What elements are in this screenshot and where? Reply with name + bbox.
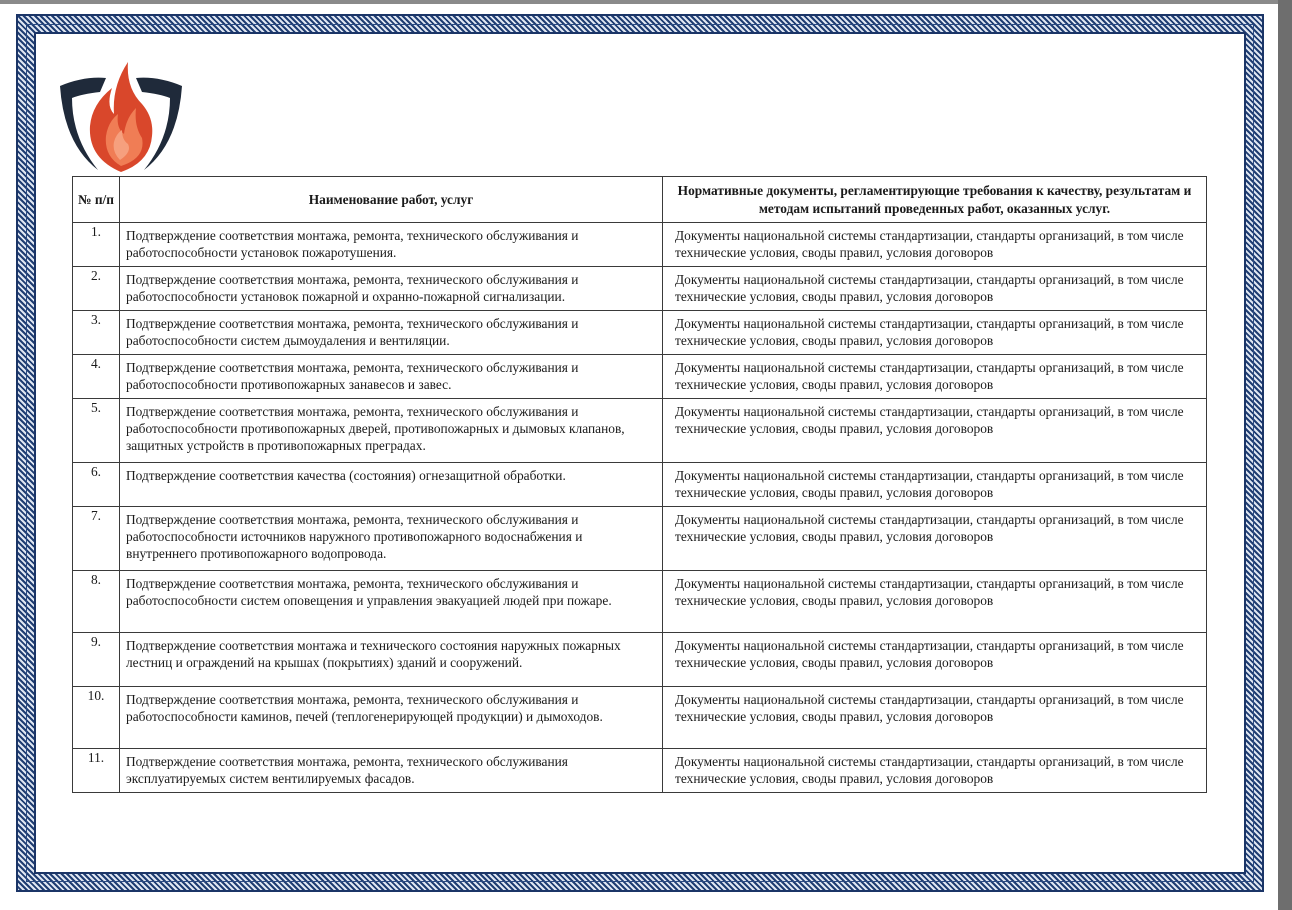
normative-docs: Документы национальной системы стандартизации, стандарты организаций, в том числе технические условия, своды правил, условия договоров <box>663 355 1207 399</box>
table-row <box>73 267 1207 311</box>
header-normative-docs: Нормативные документы, регламентирующие требования к качеству, результатам и методам испытаний проведенных работ, оказанных услуг. <box>663 177 1207 223</box>
table-row <box>73 571 1207 633</box>
normative-docs: Документы национальной системы стандартизации, стандарты организаций, в том числе технические условия, своды правил, условия договоров <box>663 463 1207 507</box>
row-number: 5. <box>73 399 120 463</box>
row-number: 6. <box>73 463 120 507</box>
table-row <box>73 355 1207 399</box>
normative-docs: Документы национальной системы стандартизации, стандарты организаций, в том числе технические условия, своды правил, условия договоров <box>663 399 1207 463</box>
header-number: № п/п <box>73 177 120 223</box>
row-number: 3. <box>73 311 120 355</box>
service-name: Подтверждение соответствия монтажа, ремонта, технического обслуживания эксплуатируемых систем вентилируемых фасадов. <box>120 749 663 793</box>
service-name: Подтверждение соответствия монтажа, ремонта, технического обслуживания и работоспособности источников наружного противопожарного водоснабжения и внутреннего противопожарного водопровода. <box>120 507 663 571</box>
normative-docs: Документы национальной системы стандартизации, стандарты организаций, в том числе технические условия, своды правил, условия договоров <box>663 267 1207 311</box>
normative-docs: Документы национальной системы стандартизации, стандарты организаций, в том числе технические условия, своды правил, условия договоров <box>663 749 1207 793</box>
service-name: Подтверждение соответствия монтажа, ремонта, технического обслуживания и работоспособности противопожарных занавесов и завес. <box>120 355 663 399</box>
service-name: Подтверждение соответствия монтажа и технического состояния наружных пожарных лестниц и ограждений на крышах (покрытиях) зданий и сооружений. <box>120 633 663 687</box>
header-service-name: Наименование работ, услуг <box>120 177 663 223</box>
table-row <box>73 633 1207 687</box>
row-number: 2. <box>73 267 120 311</box>
normative-docs: Документы национальной системы стандартизации, стандарты организаций, в том числе технические условия, своды правил, условия договоров <box>663 311 1207 355</box>
row-number: 7. <box>73 507 120 571</box>
row-number: 8. <box>73 571 120 633</box>
row-number: 1. <box>73 223 120 267</box>
normative-docs: Документы национальной системы стандартизации, стандарты организаций, в том числе технические условия, своды правил, условия договоров <box>663 687 1207 749</box>
service-name: Подтверждение соответствия монтажа, ремонта, технического обслуживания и работоспособности противопожарных дверей, противопожарных и дымовых клапанов, защитных устройств в противопожарных преградах. <box>120 399 663 463</box>
row-number: 4. <box>73 355 120 399</box>
service-name: Подтверждение соответствия монтажа, ремонта, технического обслуживания и работоспособности каминов, печей (теплогенерирующей продукции) и дымоходов. <box>120 687 663 749</box>
table-row <box>73 749 1207 793</box>
scan-edge-right <box>1278 0 1292 910</box>
normative-docs: Документы национальной системы стандартизации, стандарты организаций, в том числе технические условия, своды правил, условия договоров <box>663 571 1207 633</box>
normative-docs: Документы национальной системы стандартизации, стандарты организаций, в том числе технические условия, своды правил, условия договоров <box>663 507 1207 571</box>
row-number: 11. <box>73 749 120 793</box>
service-name: Подтверждение соответствия монтажа, ремонта, технического обслуживания и работоспособности установок пожаротушения. <box>120 223 663 267</box>
service-name: Подтверждение соответствия монтажа, ремонта, технического обслуживания и работоспособности систем оповещения и управления эвакуацией людей при пожаре. <box>120 571 663 633</box>
service-name: Подтверждение соответствия монтажа, ремонта, технического обслуживания и работоспособности систем дымоудаления и вентиляции. <box>120 311 663 355</box>
table-row <box>73 399 1207 463</box>
table-row <box>73 507 1207 571</box>
table-row <box>73 223 1207 267</box>
row-number: 9. <box>73 633 120 687</box>
normative-docs: Документы национальной системы стандартизации, стандарты организаций, в том числе технические условия, своды правил, условия договоров <box>663 223 1207 267</box>
row-number: 10. <box>73 687 120 749</box>
service-name: Подтверждение соответствия качества (состояния) огнезащитной обработки. <box>120 463 663 507</box>
normative-docs: Документы национальной системы стандартизации, стандарты организаций, в том числе технические условия, своды правил, условия договоров <box>663 633 1207 687</box>
service-name: Подтверждение соответствия монтажа, ремонта, технического обслуживания и работоспособности установок пожарной и охранно-пожарной сигнализации. <box>120 267 663 311</box>
services-table <box>72 176 1207 793</box>
scan-edge-top <box>0 0 1292 4</box>
table-header-row <box>73 177 1207 223</box>
table-row <box>73 463 1207 507</box>
table-row <box>73 687 1207 749</box>
table-row <box>73 311 1207 355</box>
flame-shield-icon <box>54 48 188 178</box>
